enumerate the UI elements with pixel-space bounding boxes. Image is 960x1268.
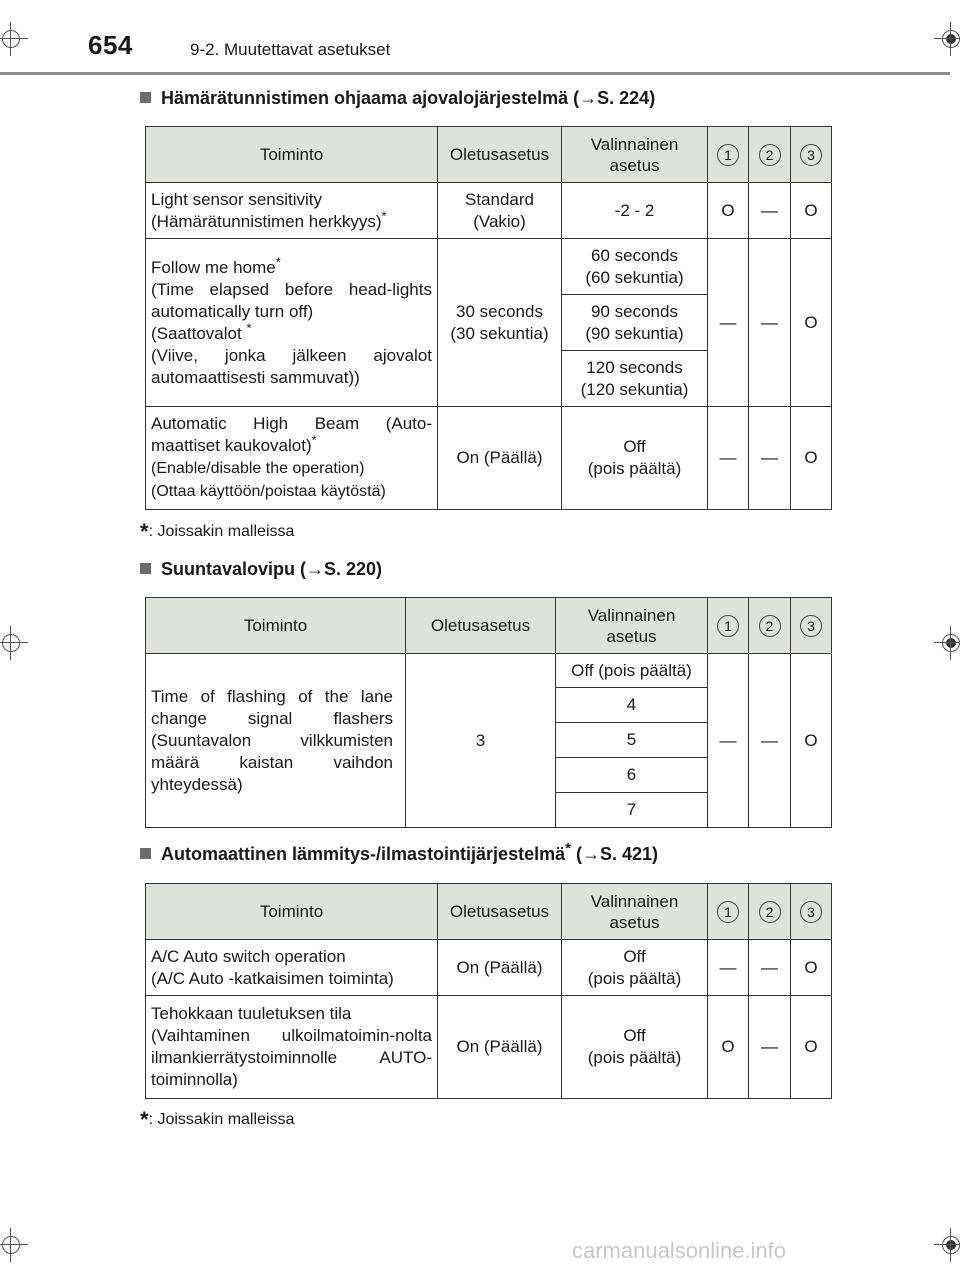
footnote: *: Joissakin malleissa	[140, 519, 295, 544]
function-cell: Light sensor sensitivity (Hämärätunnistimen herkkyys)*	[146, 183, 438, 239]
header-col-1	[708, 884, 749, 940]
header-optional: Valinnainen asetus	[556, 598, 708, 654]
table-climate-control	[145, 883, 832, 1099]
circled-number-1-icon: 1	[717, 144, 739, 166]
mark-cell-1: —	[708, 407, 749, 510]
header-optional: Valinnainen asetus	[562, 127, 708, 183]
circled-number-3-icon: 3	[800, 901, 822, 923]
header-function: Toiminto	[146, 598, 406, 654]
mark-cell-3: O	[791, 407, 832, 510]
function-cell: Time of flashing of the lane change signal flashers (Suuntavalon vilkkumisten määrä kaistan vaihdon yhteydessä)	[146, 654, 406, 828]
mark-cell-2: —	[749, 183, 791, 239]
heading-climate-control: Automaattinen lämmitys-/ilmastointijärjestelmä* (→S. 421)	[140, 844, 658, 865]
section-title: 9-2. Muutettavat asetukset	[190, 40, 391, 59]
header-default: Oletusasetus	[438, 884, 562, 940]
default-cell: On (Päällä)	[438, 940, 562, 996]
header-col-1	[708, 598, 749, 654]
header-col-2	[749, 127, 791, 183]
header-function: Toiminto	[146, 127, 438, 183]
table-row	[146, 654, 832, 688]
registration-mark-bottom-right	[934, 1228, 960, 1262]
table-row	[146, 407, 832, 510]
header-default: Oletusasetus	[406, 598, 556, 654]
header-col-3	[791, 598, 832, 654]
circled-number-3-icon: 3	[800, 615, 822, 637]
default-cell: 3	[406, 654, 556, 828]
mark-cell-3: O	[791, 654, 832, 828]
heading-turn-signal-lever: Suuntavalovipu (→S. 220)	[140, 559, 382, 580]
mark-cell-1: —	[708, 940, 749, 996]
default-cell: 30 seconds (30 sekuntia)	[438, 239, 562, 407]
mark-cell-1: O	[708, 996, 749, 1099]
header-col-3	[791, 884, 832, 940]
mark-cell-1: O	[708, 183, 749, 239]
table-header-row	[146, 598, 832, 654]
circled-number-2-icon: 2	[759, 901, 781, 923]
mark-cell-2: —	[749, 940, 791, 996]
mark-cell-1: —	[708, 239, 749, 407]
mark-cell-3: O	[791, 996, 832, 1099]
header-col-2	[749, 884, 791, 940]
optional-cell: 60 seconds (60 sekuntia)	[562, 239, 708, 295]
circled-number-3-icon: 3	[800, 144, 822, 166]
table-turn-signal	[145, 597, 832, 828]
heading-light-sensor: Hämärätunnistimen ohjaama ajovalojärjestelmä (→S. 224)	[140, 88, 655, 109]
function-cell: Automatic High Beam (Auto-maattiset kaukovalot)* (Enable/disable the operation) (Ottaa käyttöön/poistaa käytöstä)	[146, 407, 438, 510]
header-default: Oletusasetus	[438, 127, 562, 183]
mark-cell-2: —	[749, 407, 791, 510]
default-cell: On (Päällä)	[438, 407, 562, 510]
mark-cell-1: —	[708, 654, 749, 828]
default-cell: Standard (Vakio)	[438, 183, 562, 239]
registration-mark-top-left	[0, 22, 28, 56]
header-function: Toiminto	[146, 884, 438, 940]
table-row	[146, 239, 832, 295]
header-rule	[0, 72, 950, 75]
table-row	[146, 183, 832, 239]
mark-cell-3: O	[791, 183, 832, 239]
mark-cell-2: —	[749, 654, 791, 828]
watermark: carmanualsonline.info	[572, 1238, 787, 1263]
table-light-sensor	[145, 126, 832, 510]
header-col-3	[791, 127, 832, 183]
square-bullet-icon	[140, 848, 151, 859]
page-number: 654	[88, 30, 133, 60]
square-bullet-icon	[140, 92, 151, 103]
footnote: *: Joissakin malleissa	[140, 1107, 295, 1132]
circled-number-1-icon: 1	[717, 615, 739, 637]
mark-cell-3: O	[791, 239, 832, 407]
header-optional: Valinnainen asetus	[562, 884, 708, 940]
mark-cell-2: —	[749, 996, 791, 1099]
optional-cell: 7	[556, 793, 708, 828]
table-header-row	[146, 884, 832, 940]
optional-cell: Off (pois päältä)	[562, 407, 708, 510]
circled-number-1-icon: 1	[717, 901, 739, 923]
registration-mark-bottom-left	[0, 1228, 28, 1262]
square-bullet-icon	[140, 563, 151, 574]
registration-mark-mid-right	[934, 626, 960, 660]
table-row	[146, 940, 832, 996]
circled-number-2-icon: 2	[759, 144, 781, 166]
function-cell: A/C Auto switch operation (A/C Auto -katkaisimen toiminta)	[146, 940, 438, 996]
table-row	[146, 996, 832, 1099]
registration-mark-top-right	[934, 22, 960, 56]
function-cell: Follow me home* (Time elapsed before head-lights automatically turn off) (Saattovalot * (Viive, jonka jälkeen ajovalot automaattisesti sammuvat))	[146, 239, 438, 407]
optional-cell: 6	[556, 758, 708, 793]
optional-cell: Off (pois päältä)	[562, 940, 708, 996]
mark-cell-3: O	[791, 940, 832, 996]
optional-cell: Off (pois päältä)	[556, 654, 708, 688]
table-header-row	[146, 127, 832, 183]
header-col-1	[708, 127, 749, 183]
registration-mark-mid-left	[0, 626, 28, 660]
optional-cell: 5	[556, 723, 708, 758]
default-cell: On (Päällä)	[438, 996, 562, 1099]
circled-number-2-icon: 2	[759, 615, 781, 637]
optional-cell: 90 seconds (90 sekuntia)	[562, 295, 708, 351]
optional-cell: 120 seconds (120 sekuntia)	[562, 351, 708, 407]
optional-cell: 4	[556, 688, 708, 723]
header-col-2	[749, 598, 791, 654]
optional-cell: Off (pois päältä)	[562, 996, 708, 1099]
mark-cell-2: —	[749, 239, 791, 407]
function-cell: Tehokkaan tuuletuksen tila (Vaihtaminen ulkoilmatoimin-nolta ilmankierrätystoiminnolle AUTO-toiminnolla)	[146, 996, 438, 1099]
optional-cell: -2 - 2	[562, 183, 708, 239]
